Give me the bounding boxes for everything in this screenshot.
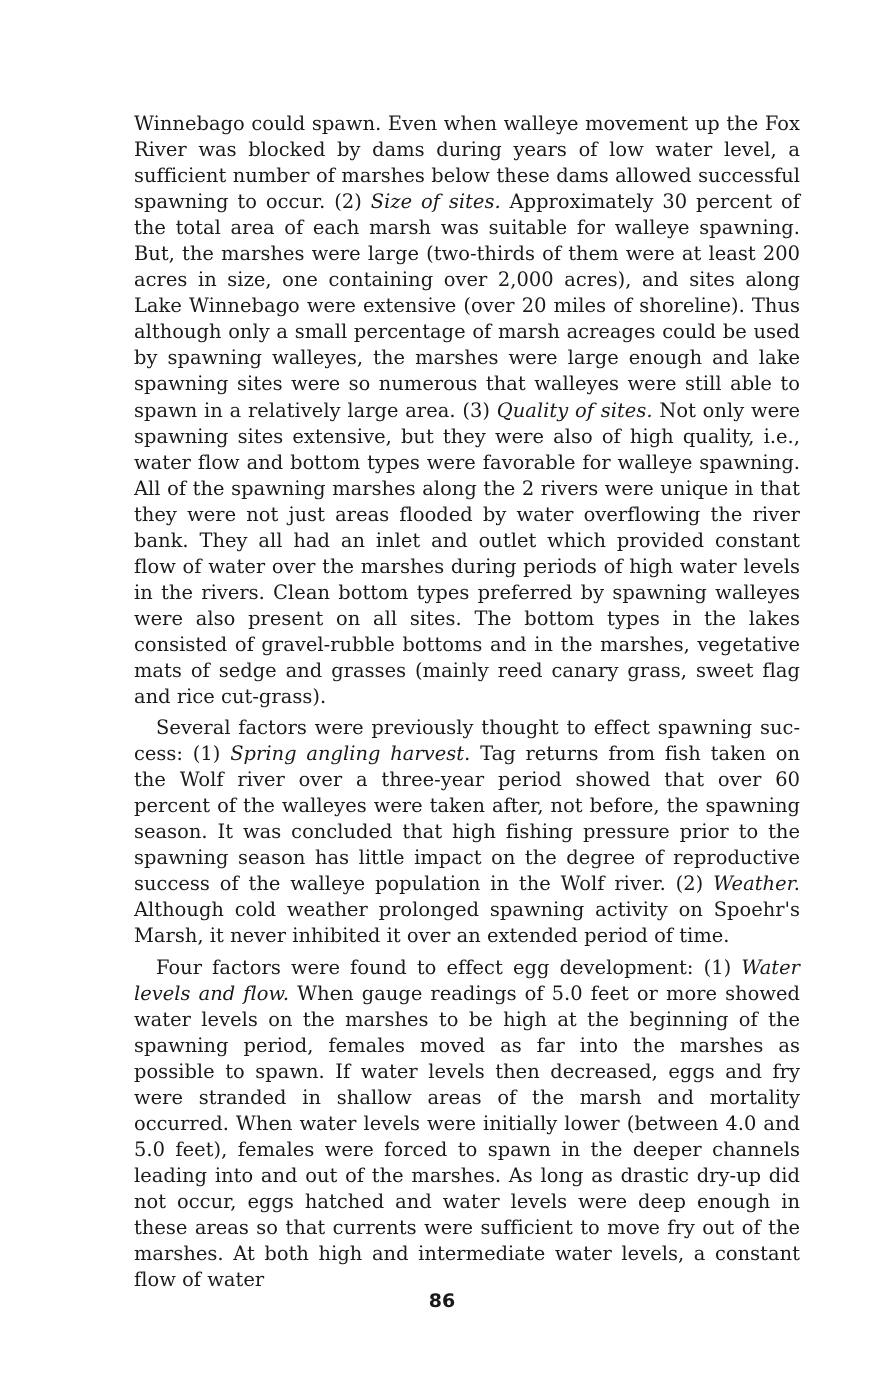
paragraph-3-text-1: Four factors were found to effect egg development: (1) bbox=[156, 955, 742, 979]
paragraph-3-italic-water-levels-and-flow: Water levels and flow. bbox=[134, 955, 800, 1005]
paragraph-1-italic-quality-of-sites: Quality of sites. bbox=[496, 398, 653, 422]
paragraph-1-text-2: Approximately 30 percent of the total area of each marsh was suitable for walleye spawning. But, the marshes were large (two-thirds of them were at least 200 acres in size, one containing over 2,000 acres), and sites along Lake Winnebago were extensive (over 20 miles of shoreline). Thus although only a small percentage of marsh acreages could be used by spawning walleyes, the marshes were large enough and lake spawning sites were so numerous that walleyes were still able to spawn in a relatively large area. (3) bbox=[134, 190, 800, 422]
paragraph-2 bbox=[134, 715, 800, 949]
paragraph-2-text-3: Although cold weather prolonged spawning activity on Spoehr's Marsh, it never inhibited it over an extended period of time. bbox=[134, 898, 800, 948]
paragraph-2-italic-spring-angling-harvest: Spring angling harvest. bbox=[230, 742, 471, 766]
paragraph-3 bbox=[134, 955, 800, 1294]
paragraph-3-text-2: When gauge readings of 5.0 feet or more showed water levels on the marshes to be high at the beginning of the spawning period, females moved as far into the marshes as possible to spawn. If water levels then decreased, eggs and fry were stranded in shallow areas of the marsh and mortality occurred. When water levels were initially lower (between 4.0 and 5.0 feet), females were forced to spawn in the deeper channels leading into and out of the marshes. As long as drastic dry-up did not occur, eggs hatched and water levels were deep enough in these areas so that currents were sufficient to move fry out of the marshes. At both high and intermediate water levels, a constant flow of water bbox=[134, 981, 800, 1292]
paragraph-1-italic-size-of-sites: Size of sites. bbox=[370, 190, 501, 214]
paragraph-1 bbox=[134, 111, 800, 710]
page-number: 86 bbox=[428, 1290, 456, 1312]
paragraph-2-text-2: Tag returns from fish taken on the Wolf river over a three-year period showed that over 60 percent of the walleyes were taken after, not before, the spawning season. It was concluded that high fishing pressure prior to the spawning season has little impact on the degree of reproductive success of the walleye population in the Wolf river. (2) bbox=[134, 742, 800, 896]
paragraph-2-text-1: Several factors were previously thought to effect spawning success: (1) bbox=[134, 716, 800, 766]
page-body bbox=[134, 111, 800, 1293]
paragraph-1-text-1: Winnebago could spawn. Even when walleye movement up the Fox River was blocked by dams during years of low water level, a sufficient number of marshes below these dams allowed successful spawning to occur. (2) bbox=[134, 112, 800, 214]
paragraph-1-text-3: Not only were spawning sites extensive, but they were also of high quality, i.e., water flow and bottom types were favorable for walleye spawning. All of the spawning marshes along the 2 rivers were unique in that they were not just areas flooded by water overflowing the river bank. They all had an inlet and outlet which provided constant flow of water over the marshes during periods of high water levels in the rivers. Clean bottom types preferred by spawning walleyes were also present on all sites. The bottom types in the lakes consisted of gravel-rubble bottoms and in the marshes, vegetative mats of sedge and grasses (mainly reed canary grass, sweet flag and rice cut-grass). bbox=[134, 398, 800, 709]
paragraph-2-italic-weather: Weather. bbox=[713, 872, 800, 896]
